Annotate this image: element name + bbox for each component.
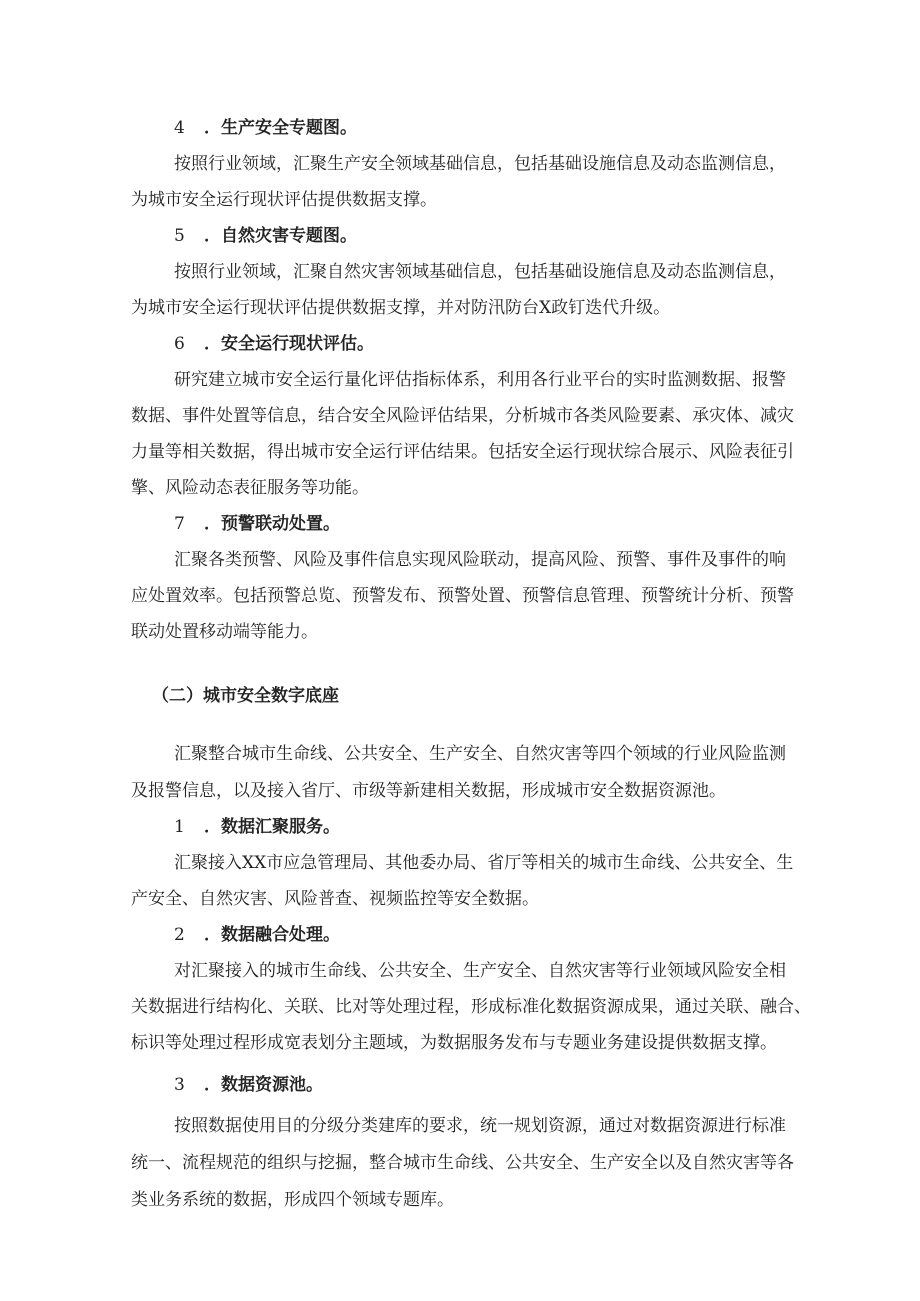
- item-heading-2: [174, 924, 340, 946]
- paragraph-line: 数据、事件处置等信息，结合安全风险评估结果，分析城市各类风险要素、承灾体、减灾: [131, 406, 794, 426]
- paragraph-line: 擎、风险动态表征服务等功能。: [131, 478, 369, 498]
- section-heading: （二）城市安全数字底座: [152, 686, 339, 706]
- item-heading-5: [174, 225, 357, 247]
- paragraph-line: 及报警信息，以及接入省厅、市级等新建相关数据，形成城市安全数据资源池。: [131, 781, 726, 801]
- item-title: ．安全运行现状评估。: [204, 334, 374, 354]
- paragraph-line: 按照行业领域，汇聚生产安全领域基础信息，包括基础设施信息及动态监测信息，: [174, 154, 786, 174]
- item-title: ．数据融合处理。: [204, 925, 340, 945]
- paragraph-line: 对汇聚接入的城市生命线、公共安全、生产安全、自然灾害等行业领域风险安全相: [174, 961, 786, 981]
- paragraph-line: 汇聚整合城市生命线、公共安全、生产安全、自然灾害等四个领域的行业风险监测: [174, 744, 786, 764]
- paragraph-line: 统一、流程规范的组织与挖掘，整合城市生命线、公共安全、生产安全以及自然灾害等各: [131, 1153, 794, 1173]
- paragraph-line: 应处置效率。包括预警总览、预警发布、预警处置、预警信息管理、预警统计分析、预警: [131, 586, 794, 606]
- item-title: ．数据汇聚服务。: [204, 817, 340, 837]
- paragraph-line: 按照行业领域，汇聚自然灾害领域基础信息，包括基础设施信息及动态监测信息，: [174, 262, 786, 282]
- item-number: 2: [174, 925, 185, 945]
- item-number: 7: [174, 514, 185, 534]
- item-heading-7: [174, 513, 340, 535]
- item-number: 5: [174, 226, 185, 246]
- item-number: 3: [174, 1075, 185, 1095]
- item-title: ．生产安全专题图。: [204, 118, 357, 138]
- item-heading-1: [174, 816, 340, 838]
- paragraph-line: 产安全、自然灾害、风险普查、视频监控等安全数据。: [131, 889, 539, 909]
- paragraph-line: 汇聚各类预警、风险及事件信息实现风险联动，提高风险、预警、事件及事件的响: [174, 550, 786, 570]
- item-number: 1: [174, 817, 185, 837]
- item-title: ．数据资源池。: [204, 1075, 323, 1095]
- paragraph-line: 力量等相关数据，得出城市安全运行评估结果。包括安全运行现状综合展示、风险表征引: [131, 442, 794, 462]
- paragraph-line: 按照数据使用目的分级分类建库的要求，统一规划资源，通过对数据资源进行标准: [174, 1116, 786, 1136]
- item-heading-4: [174, 117, 357, 139]
- paragraph-line: 为城市安全运行现状评估提供数据支撑，并对防汛防台X政钉迭代升级。: [131, 298, 671, 318]
- paragraph-line: 类业务系统的数据，形成四个领域专题库。: [131, 1190, 454, 1210]
- item-heading-6: [174, 333, 374, 355]
- item-number: 6: [174, 334, 185, 354]
- paragraph-line: 研究建立城市安全运行量化评估指标体系，利用各行业平台的实时监测数据、报警: [174, 370, 786, 390]
- item-title: ．自然灾害专题图。: [204, 226, 357, 246]
- paragraph-line: 联动处置移动端等能力。: [131, 622, 318, 642]
- paragraph-line: 汇聚接入XX市应急管理局、其他委办局、省厅等相关的城市生命线、公共安全、生: [174, 853, 794, 873]
- paragraph-line: 为城市安全运行现状评估提供数据支撑。: [131, 190, 437, 210]
- item-heading-3: [174, 1074, 323, 1096]
- paragraph-line: 标识等处理过程形成宽表划分主题域，为数据服务发布与专题业务建设提供数据支撑。: [131, 1033, 777, 1053]
- item-number: 4: [174, 118, 185, 138]
- paragraph-line: 关数据进行结构化、关联、比对等处理过程，形成标准化数据资源成果，通过关联、融合、: [131, 997, 811, 1017]
- item-title: ．预警联动处置。: [204, 514, 340, 534]
